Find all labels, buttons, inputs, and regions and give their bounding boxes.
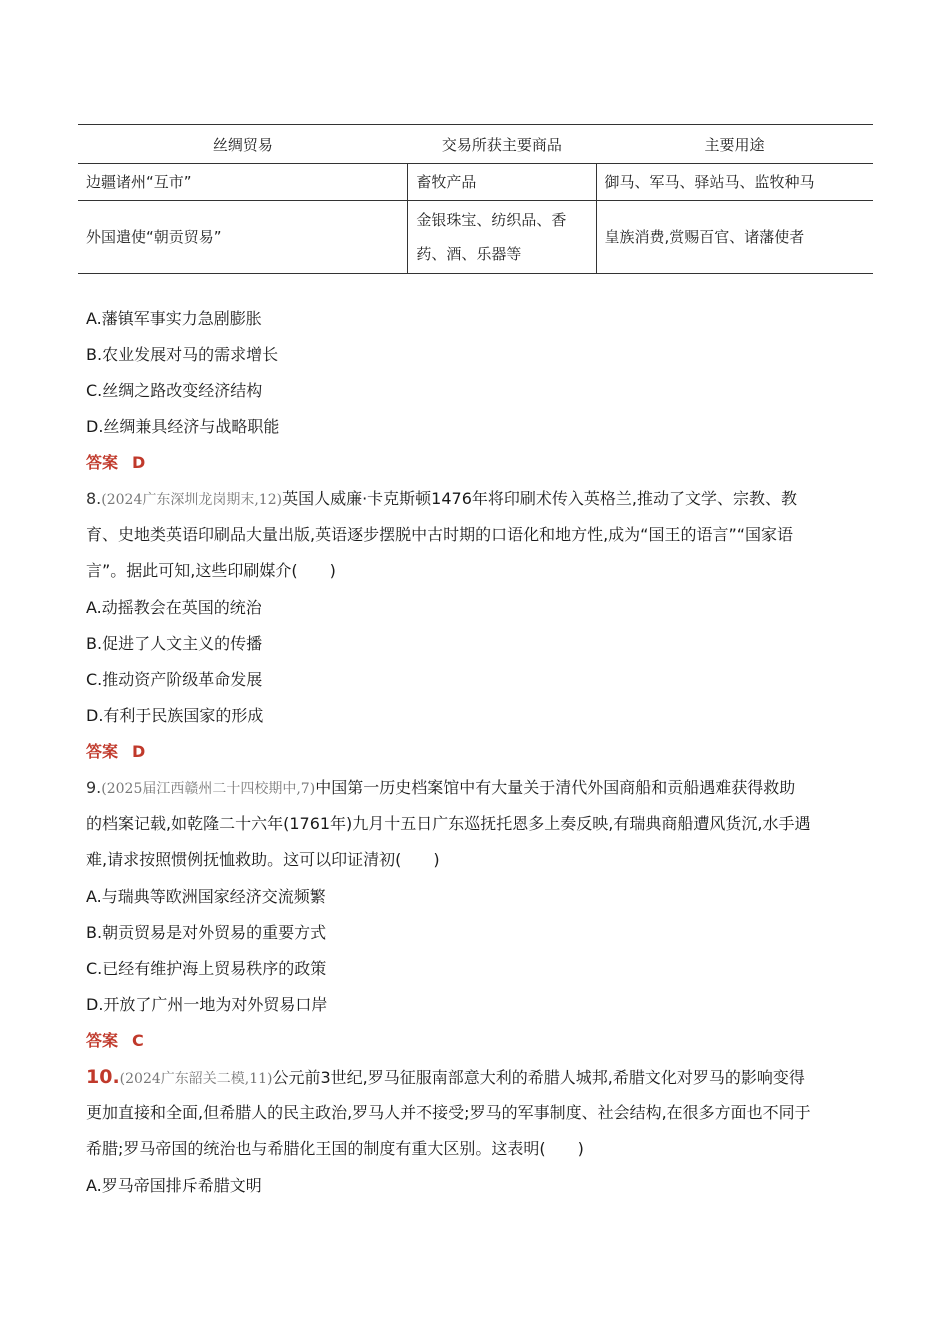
question-10-line-3: 希腊;罗马帝国的统治也与希腊化王国的制度有重大区别。这表明( ) <box>86 1139 584 1158</box>
answer-label: 答案 <box>86 453 119 472</box>
question-9-line-3: 难,请求按照惯例抚恤救助。这可以印证清初( ) <box>86 850 440 869</box>
trade-table <box>78 124 873 274</box>
question-source: (2024广东韶关二模,11) <box>119 1071 273 1087</box>
table-header-row <box>78 125 873 164</box>
answer-label: 答案 <box>86 1031 119 1050</box>
table-cell: 皇族消费,赏赐百官、诸藩使者 <box>596 201 873 274</box>
option-d: D.有利于民族国家的形成 <box>86 706 264 725</box>
option-a: A.与瑞典等欧洲国家经济交流频繁 <box>86 887 326 906</box>
question-8-line-3: 言”。据此可知,这些印刷媒介( ) <box>86 561 336 580</box>
table-header-cell: 交易所获主要商品 <box>408 125 596 164</box>
answer-line <box>86 1031 144 1051</box>
option-a: A.藩镇军事实力急剧膨胀 <box>86 309 262 328</box>
table-cell: 金银珠宝、纺织品、香药、酒、乐器等 <box>408 201 596 274</box>
table-row <box>78 201 873 274</box>
table-cell: 畜牧产品 <box>408 164 596 201</box>
answer-value: D <box>132 742 146 761</box>
question-text: 英国人威廉·卡克斯顿1476年将印刷术传入英格兰,推动了文学、宗教、教 <box>282 489 797 508</box>
option-c: C.丝绸之路改变经济结构 <box>86 381 263 400</box>
answer-value: C <box>132 1031 144 1050</box>
question-text: 公元前3世纪,罗马征服南部意大利的希腊人城邦,希腊文化对罗马的影响变得 <box>272 1068 805 1087</box>
option-b: B.促进了人文主义的传播 <box>86 634 263 653</box>
option-a: A.动摇教会在英国的统治 <box>86 598 262 617</box>
table-cell: 边疆诸州“互市” <box>78 164 408 201</box>
option-b: B.朝贡贸易是对外贸易的重要方式 <box>86 923 327 942</box>
question-10-line-2: 更加直接和全面,但希腊人的民主政治,罗马人并不接受;罗马的军事制度、社会结构,在很多方面也不同于 <box>86 1103 811 1122</box>
option-d: D.开放了广州一地为对外贸易口岸 <box>86 995 328 1014</box>
question-number: 9. <box>86 778 102 797</box>
answer-line <box>86 453 145 473</box>
option-c: C.推动资产阶级革命发展 <box>86 670 263 689</box>
question-source: (2024广东深圳龙岗期末,12) <box>101 492 283 508</box>
option-c: C.已经有维护海上贸易秩序的政策 <box>86 959 327 978</box>
table-header-cell: 丝绸贸易 <box>78 125 408 164</box>
answer-line <box>86 742 145 762</box>
question-9-line-2: 的档案记载,如乾隆二十六年(1761年)九月十五日广东巡抚托恩多上奏反映,有瑞典商船遭风货沉,水手遇 <box>86 814 811 833</box>
question-8-line-1 <box>86 489 797 510</box>
table-cell: 御马、军马、驿站马、监牧种马 <box>596 164 873 201</box>
option-a: A.罗马帝国排斥希腊文明 <box>86 1176 262 1195</box>
question-number: 10. <box>86 1066 120 1088</box>
answer-label: 答案 <box>86 742 119 761</box>
question-9-line-1 <box>86 778 795 799</box>
table-cell: 外国遣使“朝贡贸易” <box>78 201 408 274</box>
option-d: D.丝绸兼具经济与战略职能 <box>86 417 280 436</box>
question-source: (2025届江西赣州二十四校期中,7) <box>101 781 316 797</box>
question-text: 中国第一历史档案馆中有大量关于清代外国商船和贡船遇难获得救助 <box>315 778 796 797</box>
question-10-line-1 <box>86 1067 805 1089</box>
question-number: 8. <box>86 489 102 508</box>
question-8-line-2: 育、史地类英语印刷品大量出版,英语逐步摆脱中古时期的口语化和地方性,成为“国王的语言”“国家语 <box>86 525 794 544</box>
table-row <box>78 164 873 201</box>
table-header-cell: 主要用途 <box>596 125 873 164</box>
answer-value: D <box>132 453 146 472</box>
option-b: B.农业发展对马的需求增长 <box>86 345 279 364</box>
